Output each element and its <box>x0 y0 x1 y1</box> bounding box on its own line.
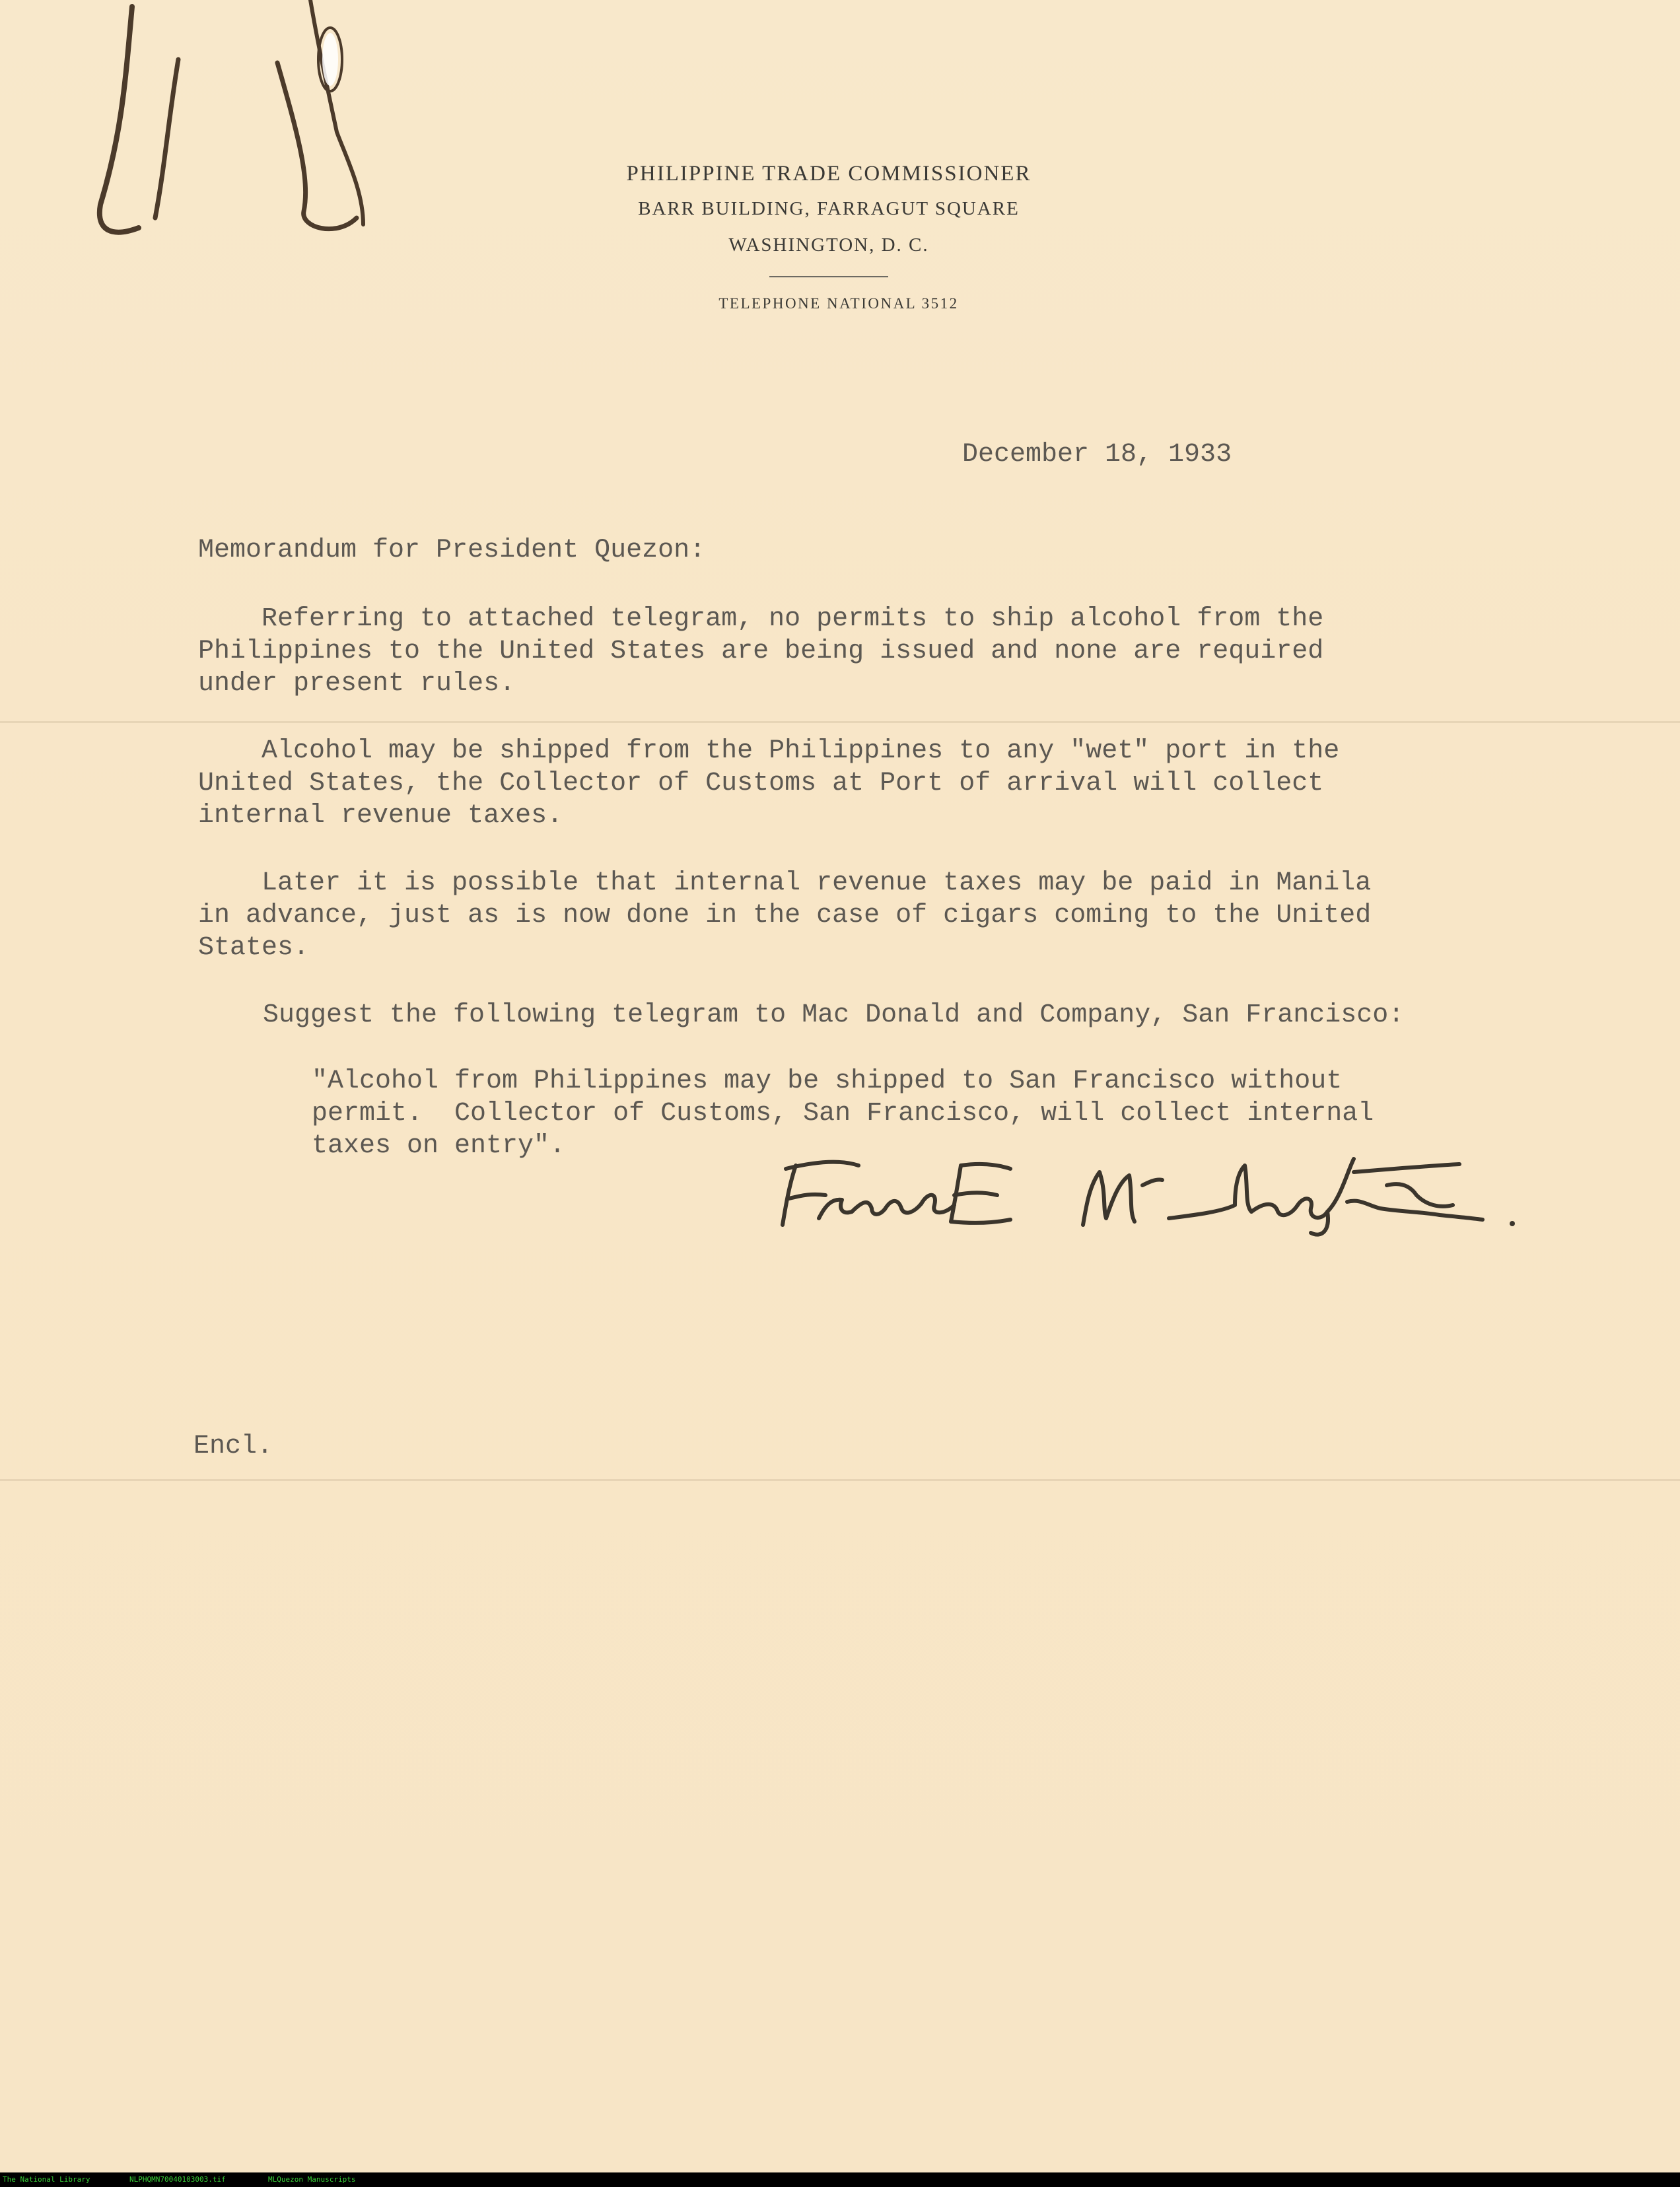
fold-line <box>0 721 1680 723</box>
memo-salutation: Memorandum for President Quezon: <box>198 536 706 565</box>
fold-line <box>0 1479 1680 1481</box>
paragraph-taxes: Later it is possible that internal revenue taxes may be paid in Manila in advance, just as is now done in the case of cigars coming to the United States. <box>198 868 1372 963</box>
footer-file-id: NLPHQMN70040103003.tif <box>129 2175 226 2184</box>
footer-collection: MLQuezon Manuscripts <box>268 2175 356 2184</box>
enclosure-note: Encl. <box>193 1432 273 1461</box>
letterhead-telephone: TELEPHONE NATIONAL 3512 <box>718 295 959 312</box>
letter-date: December 18, 1933 <box>962 440 1232 469</box>
footer-library: The National Library <box>3 2175 90 2184</box>
letterhead-city: WASHINGTON, D. C. <box>728 234 929 256</box>
quoted-telegram: "Alcohol from Philippines may be shipped to San Francisco without permit. Collector of Customs, San Francisco, will collect internal taxes on entry". <box>312 1066 1374 1161</box>
paragraph-permits: Referring to attached telegram, no permits to ship alcohol from the Philippines to the United States are being issued and none are required under present rules. <box>198 604 1324 699</box>
handwritten-signature <box>773 1146 1525 1238</box>
paragraph-suggestion: Suggest the following telegram to Mac Donald and Company, San Francisco: <box>263 1000 1405 1030</box>
paragraph-shipping: Alcohol may be shipped from the Philippines to any "wet" port in the United States, the Collector of Customs at Port of arrival will collect internal revenue taxes. <box>198 736 1340 831</box>
letterhead-divider <box>769 276 888 277</box>
letterhead-address: BARR BUILDING, FARRAGUT SQUARE <box>638 198 1020 219</box>
scan-footer <box>0 2172 1680 2187</box>
letterhead-organization: PHILIPPINE TRADE COMMISSIONER <box>626 162 1032 186</box>
